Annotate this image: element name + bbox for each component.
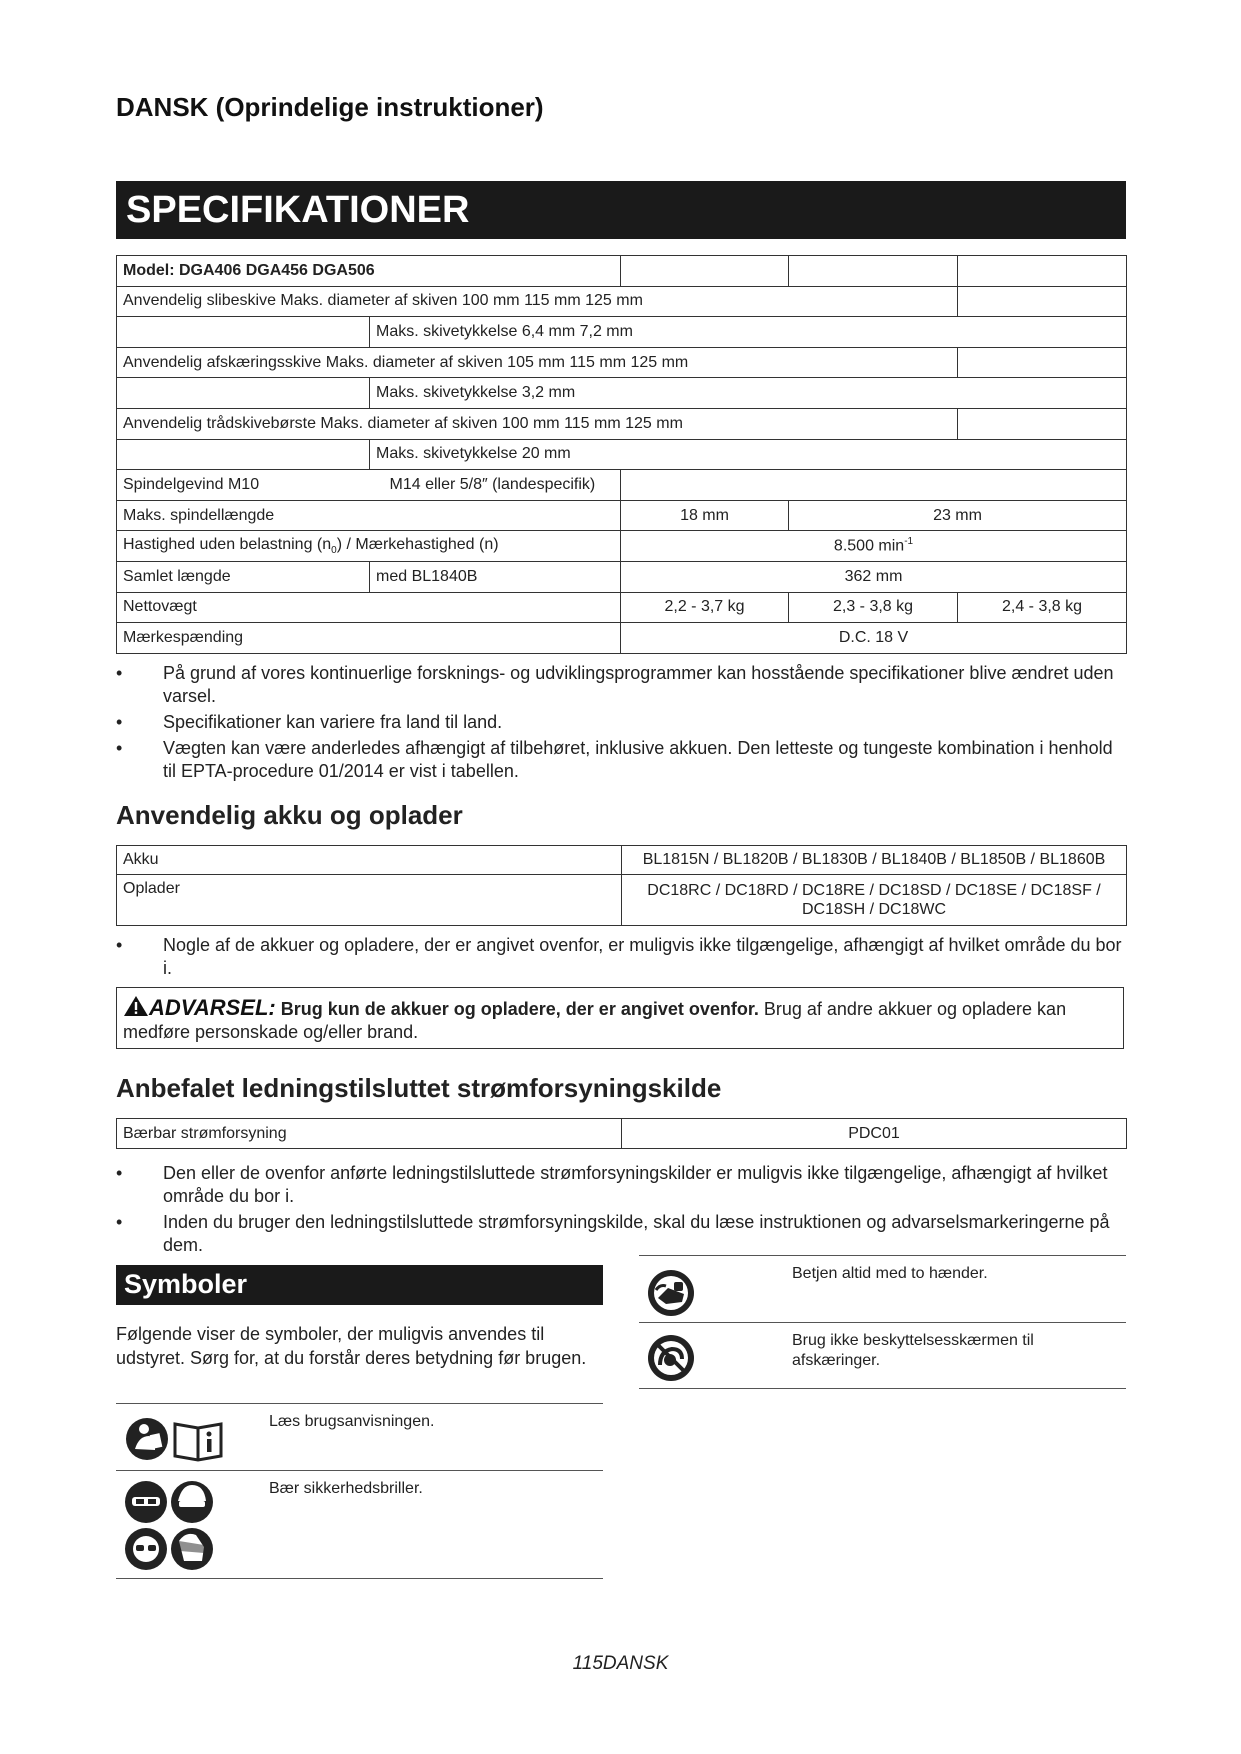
length-label: Samlet længde — [117, 561, 370, 592]
list-item — [639, 1255, 1126, 1322]
language-title: DANSK (Oprindelige instruktioner) — [116, 92, 544, 122]
cutoff-wheel-diameter-cell: Anvendelig afskæringsskive Maks. diameter af skiven 105 mm 115 mm 125 mm — [117, 347, 958, 378]
symbols-title: Symboler — [124, 1269, 248, 1299]
list-item — [639, 1322, 1126, 1389]
grinding-wheel-diameter-cell: Anvendelig slibeskive Maks. diameter af skiven 100 mm 115 mm 125 mm — [117, 286, 958, 317]
table-row — [117, 378, 1127, 409]
page-footer — [0, 1653, 1241, 1675]
battery-notes-list — [116, 934, 1128, 983]
length-sub: med BL1840B — [370, 561, 621, 592]
table-row — [117, 592, 1127, 623]
symbol-text: Betjen altid med to hænder. — [792, 1265, 988, 1282]
grinding-wheel-thickness-cell: Maks. skivetykkelse 6,4 mm 7,2 mm — [370, 317, 1127, 348]
list-item: • Den eller de ovenfor anførte ledningstilsluttede strømforsyningskilder er muligvis ikke tilgængelige, afhængigt af hvilket område du bor i. — [116, 1162, 1128, 1208]
list-item: • Nogle af de akkuer og opladere, der er angivet ovenfor, er muligvis ikke tilgængelige, afhængigt af hvilket område du bor i. — [116, 934, 1128, 980]
power-label: Bærbar strømforsyning — [117, 1119, 622, 1149]
spindle-length-a: 18 mm — [621, 500, 789, 531]
cutoff-wheel-thickness-cell: Maks. skivetykkelse 3,2 mm — [370, 378, 1127, 409]
footer-language: DANSK — [602, 1653, 669, 1674]
symbol-text: Brug ikke beskyttelsesskærmen til afskæringer. — [792, 1332, 1034, 1369]
no-guard-for-cutting-icon — [646, 1333, 696, 1383]
speed-value: 8.500 $\min^{-1}$ — [621, 531, 1127, 562]
warning-triangle-icon — [123, 995, 149, 1017]
power-table — [116, 1118, 1127, 1149]
list-item: • Inden du bruger den ledningstilsluttede strømforsyningskilde, skal du læse instruktionen og advarselsmarkeringerne på dem. — [116, 1211, 1128, 1257]
table-row — [117, 846, 1127, 875]
table-row — [117, 561, 1127, 592]
table-row — [117, 439, 1127, 470]
voltage-label: Mærkespænding — [117, 623, 621, 654]
weight-value: 2,2 - 3,7 kg — [621, 592, 789, 623]
voltage-value: D.C. 18 V — [621, 623, 1127, 654]
weight-value: 2,4 - 3,8 kg — [958, 592, 1127, 623]
safety-glasses-icon — [124, 1479, 219, 1573]
list-item — [116, 1403, 603, 1470]
charger-label: Oplader — [117, 875, 622, 926]
two-hands-icon — [646, 1268, 696, 1318]
spindle-thread-label: Spindelgevind M10 — [117, 470, 370, 501]
table-row — [117, 470, 1127, 501]
table-row — [117, 256, 1127, 287]
weight-value: 2,3 - 3,8 kg — [789, 592, 958, 623]
table-row — [117, 875, 1127, 926]
battery-table — [116, 845, 1127, 926]
battery-value: BL1815N / BL1820B / BL1830B / BL1840B / BL1850B / BL1860B — [622, 846, 1127, 875]
power-notes-list — [116, 1162, 1128, 1260]
warning-box — [116, 987, 1124, 1049]
read-manual-icon — [125, 1416, 225, 1462]
spindle-length-b: 23 mm — [789, 500, 1127, 531]
table-row — [117, 408, 1127, 439]
specifications-title: SPECIFIKATIONER — [126, 189, 470, 231]
symbols-intro: Følgende viser de symboler, der muligvis anvendes til udstyret. Sørg for, at du forstår deres betydning før brugen. — [116, 1324, 587, 1368]
symbol-text: Læs brugsanvisningen. — [269, 1413, 435, 1430]
spec-notes-list — [116, 662, 1128, 786]
model-cell: Model: DGA406 DGA456 DGA506 — [117, 256, 621, 287]
spindle-length-label: Maks. spindellængde — [117, 500, 621, 531]
table-row — [117, 317, 1127, 348]
page-number: 115 — [572, 1653, 603, 1674]
length-value: 362 mm — [621, 561, 1127, 592]
table-row — [117, 531, 1127, 562]
list-item: • Specifikationer kan variere fra land til land. — [116, 711, 1128, 734]
table-row — [117, 500, 1127, 531]
spindle-thread-value: M14 eller 5/8″ (landespecifik) — [370, 470, 621, 501]
power-section-title: Anbefalet ledningstilsluttet strømforsyningskilde — [116, 1073, 722, 1103]
specifications-table — [116, 255, 1127, 654]
wire-brush-diameter-cell: Anvendelig trådskivebørste Maks. diameter af skiven 100 mm 115 mm 125 mm — [117, 408, 958, 439]
table-row — [117, 347, 1127, 378]
table-row — [117, 286, 1127, 317]
power-value: PDC01 — [622, 1119, 1127, 1149]
weight-label: Nettovægt — [117, 592, 621, 623]
list-item — [116, 1470, 603, 1579]
list-item: • Vægten kan være anderledes afhængigt af tilbehøret, inklusive akkuen. Den letteste og tungeste kombination i henhold til EPTA-procedure 01/2014 er vist i tabellen. — [116, 737, 1128, 783]
charger-value: DC18RC / DC18RD / DC18RE / DC18SD / DC18SE / DC18SF / DC18SH / DC18WC — [622, 875, 1127, 926]
battery-label: Akku — [117, 846, 622, 875]
warning-text: Brug af andre akkuer og opladere kan medføre personskade og/eller brand. — [123, 999, 1067, 1042]
symbols-banner — [116, 1265, 603, 1305]
specifications-banner — [116, 181, 1126, 239]
table-row — [117, 623, 1127, 654]
wire-brush-thickness-cell: Maks. skivetykkelse 20 mm — [370, 439, 1127, 470]
table-row — [117, 1119, 1127, 1149]
battery-section-title: Anvendelig akku og oplader — [116, 800, 463, 830]
symbol-text: Bær sikkerhedsbriller. — [269, 1480, 423, 1497]
warning-label: ADVARSEL: — [149, 995, 276, 1020]
speed-label: Hastighed uden belastning $(n_0)$ / Mærkehastighed (n) — [117, 531, 621, 562]
list-item: • På grund af vores kontinuerlige forsknings- og udviklingsprogrammer kan hosstående specifikationer blive ændret uden varsel. — [116, 662, 1128, 708]
warning-strong-text: Brug kun de akkuer og opladere, der er angivet ovenfor. — [280, 999, 759, 1019]
